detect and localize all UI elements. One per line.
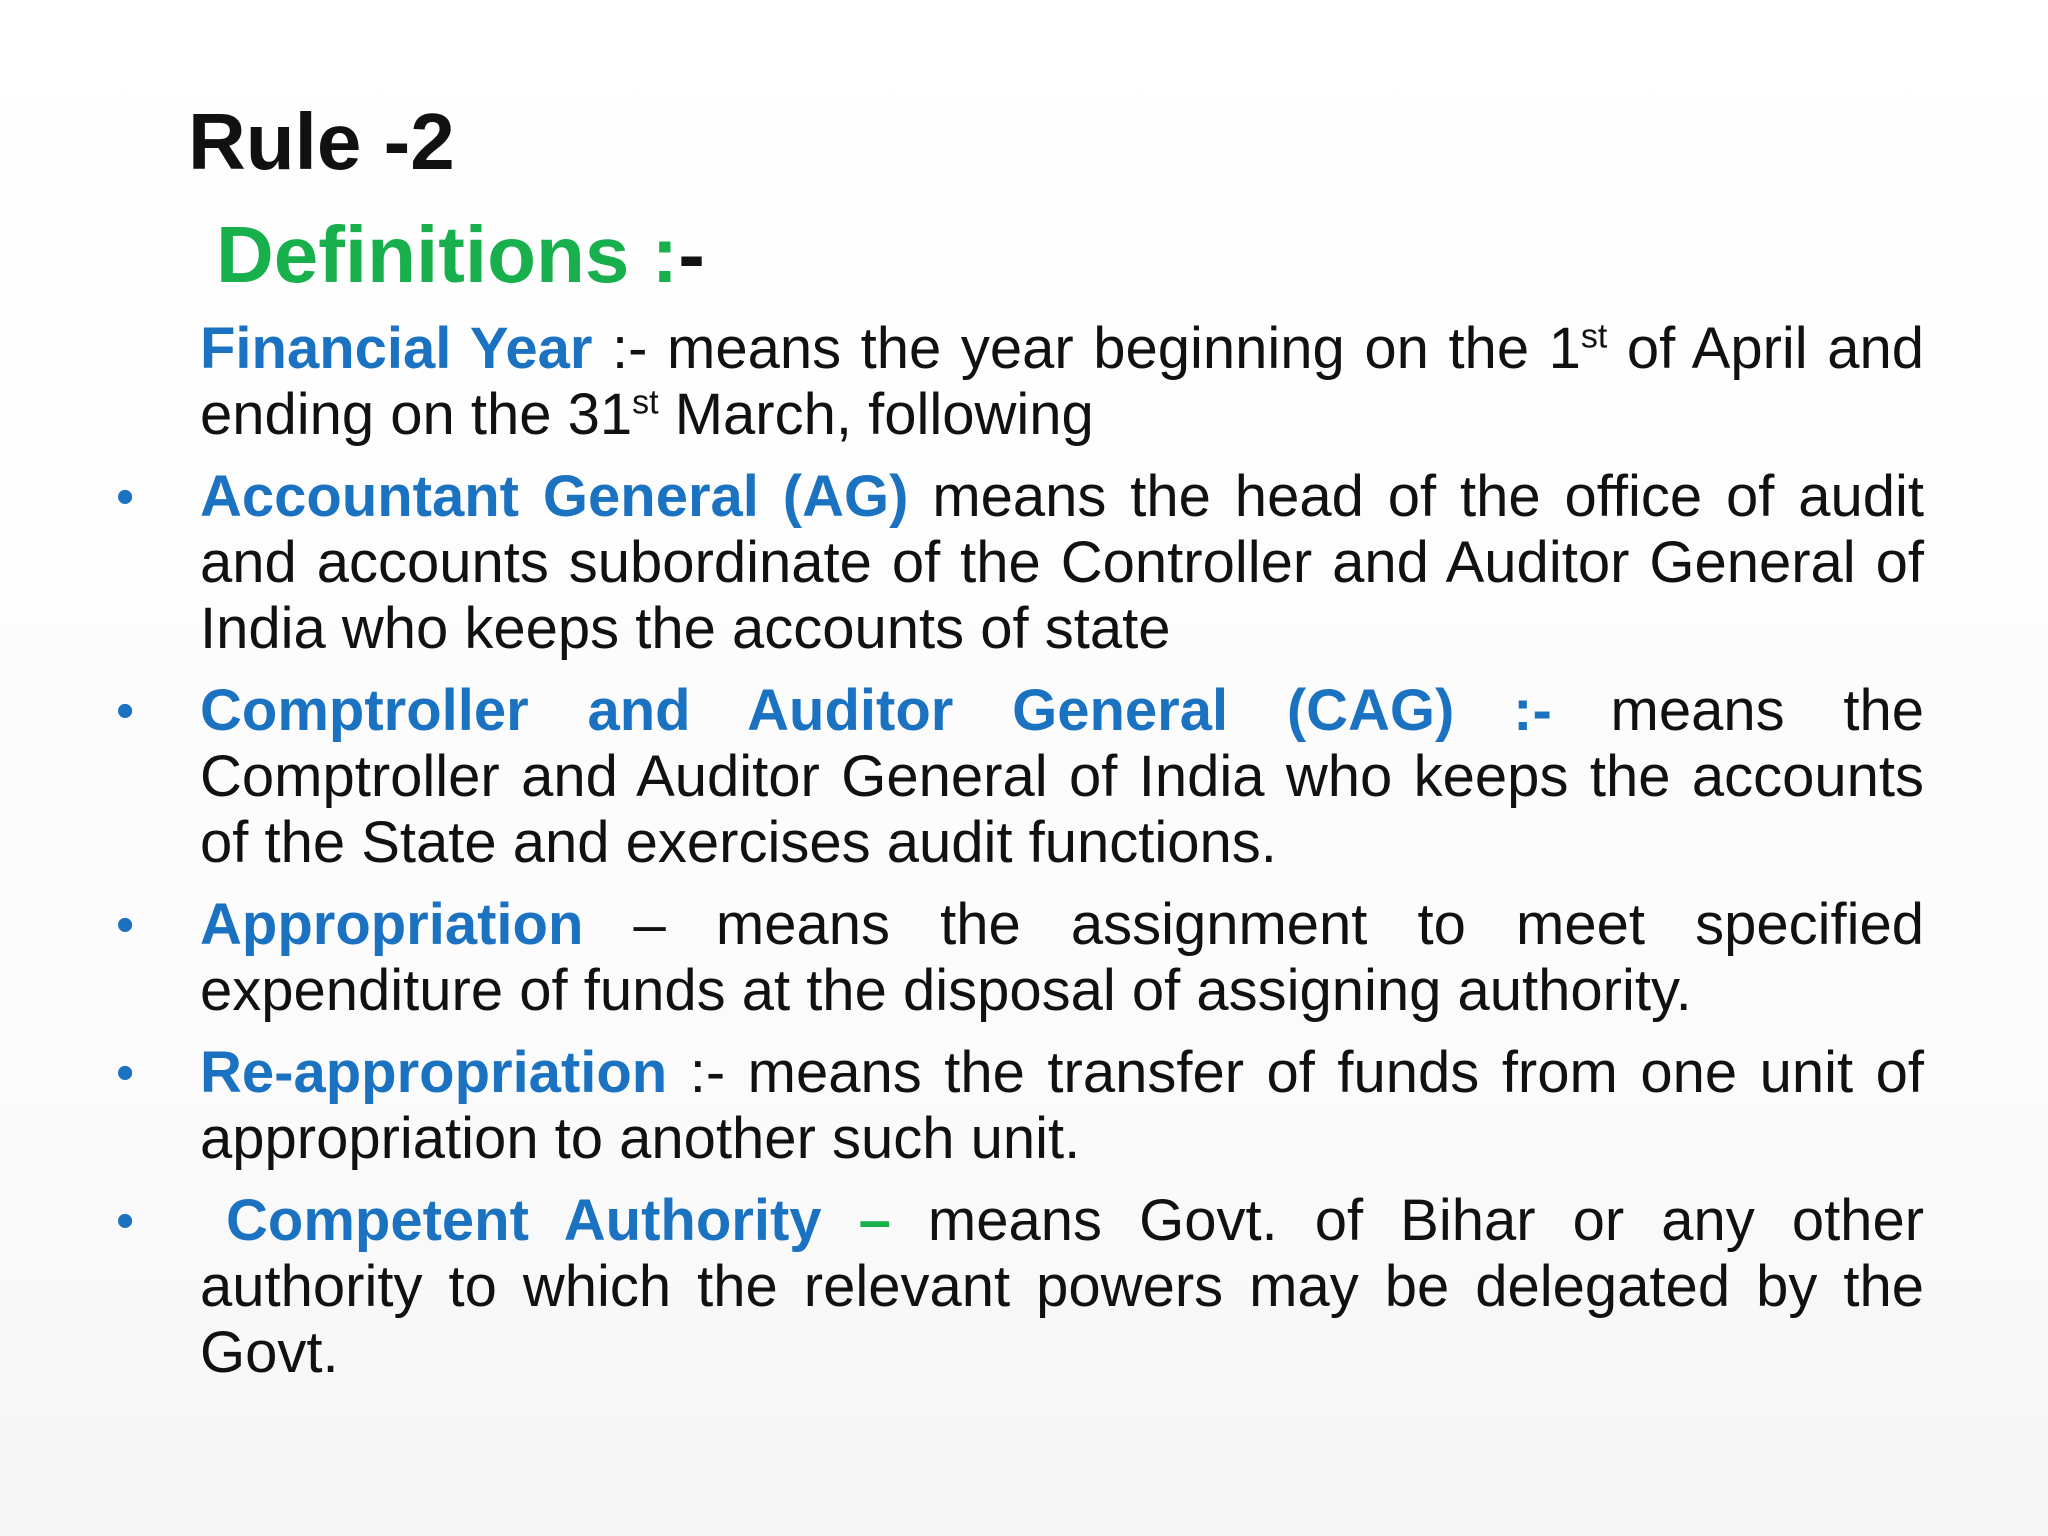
definition-term: Appropriation [200, 892, 584, 957]
definition-competent-authority [116, 1188, 1925, 1386]
definition-text: means the head of the office of audit and accounts subordinate of the Controller and Auditor General of India who keeps the accounts of state [200, 464, 1925, 661]
definitions-list [116, 316, 1925, 1386]
definition-text: means the Comptroller and Auditor General of India who keeps the accounts of the State and exercises audit functions. [200, 678, 1924, 875]
definitions-heading [216, 210, 705, 299]
definition-cag [116, 678, 1924, 876]
definitions-heading-suffix: - [678, 210, 705, 299]
definition-appropriation [116, 892, 1924, 1024]
definition-text: :- means the year beginning on the 1 [592, 316, 1581, 381]
bullet-icon: • [116, 1192, 135, 1250]
definition-text: March, following [658, 382, 1094, 447]
definition-accountant-general [116, 464, 1925, 662]
ordinal-suffix: st [1580, 317, 1608, 356]
bullet-icon: • [116, 896, 135, 954]
definition-separator: – [821, 1188, 891, 1253]
definition-text: – means the assignment to meet specified expenditure of funds at the disposal of assigning authority. [200, 892, 1924, 1023]
definition-separator: :- [1454, 678, 1552, 743]
definition-text: means Govt. of Bihar or any other authority to which the relevant powers may be delegated by the Govt. [200, 1188, 1925, 1385]
definition-term: Re-appropriation [200, 1040, 668, 1105]
definition-term: Competent Authority [226, 1188, 822, 1253]
definition-financial-year [200, 316, 1924, 448]
definitions-heading-text: Definitions : [216, 210, 679, 299]
definition-re-appropriation [116, 1040, 1924, 1172]
bullet-icon: • [116, 682, 135, 740]
bullet-icon: • [116, 468, 135, 526]
definition-text: of April and ending on the 31 [200, 316, 1924, 447]
rule-title: Rule -2 [188, 97, 455, 186]
definition-term: Financial Year [200, 316, 593, 381]
definition-term: Comptroller and Auditor General (CAG) [200, 678, 1455, 743]
bullet-icon: • [116, 1044, 135, 1102]
definition-text: :- means the transfer of funds from one unit of appropriation to another such unit. [200, 1040, 1924, 1171]
definition-term: Accountant General (AG) [200, 464, 909, 529]
ordinal-suffix: st [632, 383, 659, 422]
